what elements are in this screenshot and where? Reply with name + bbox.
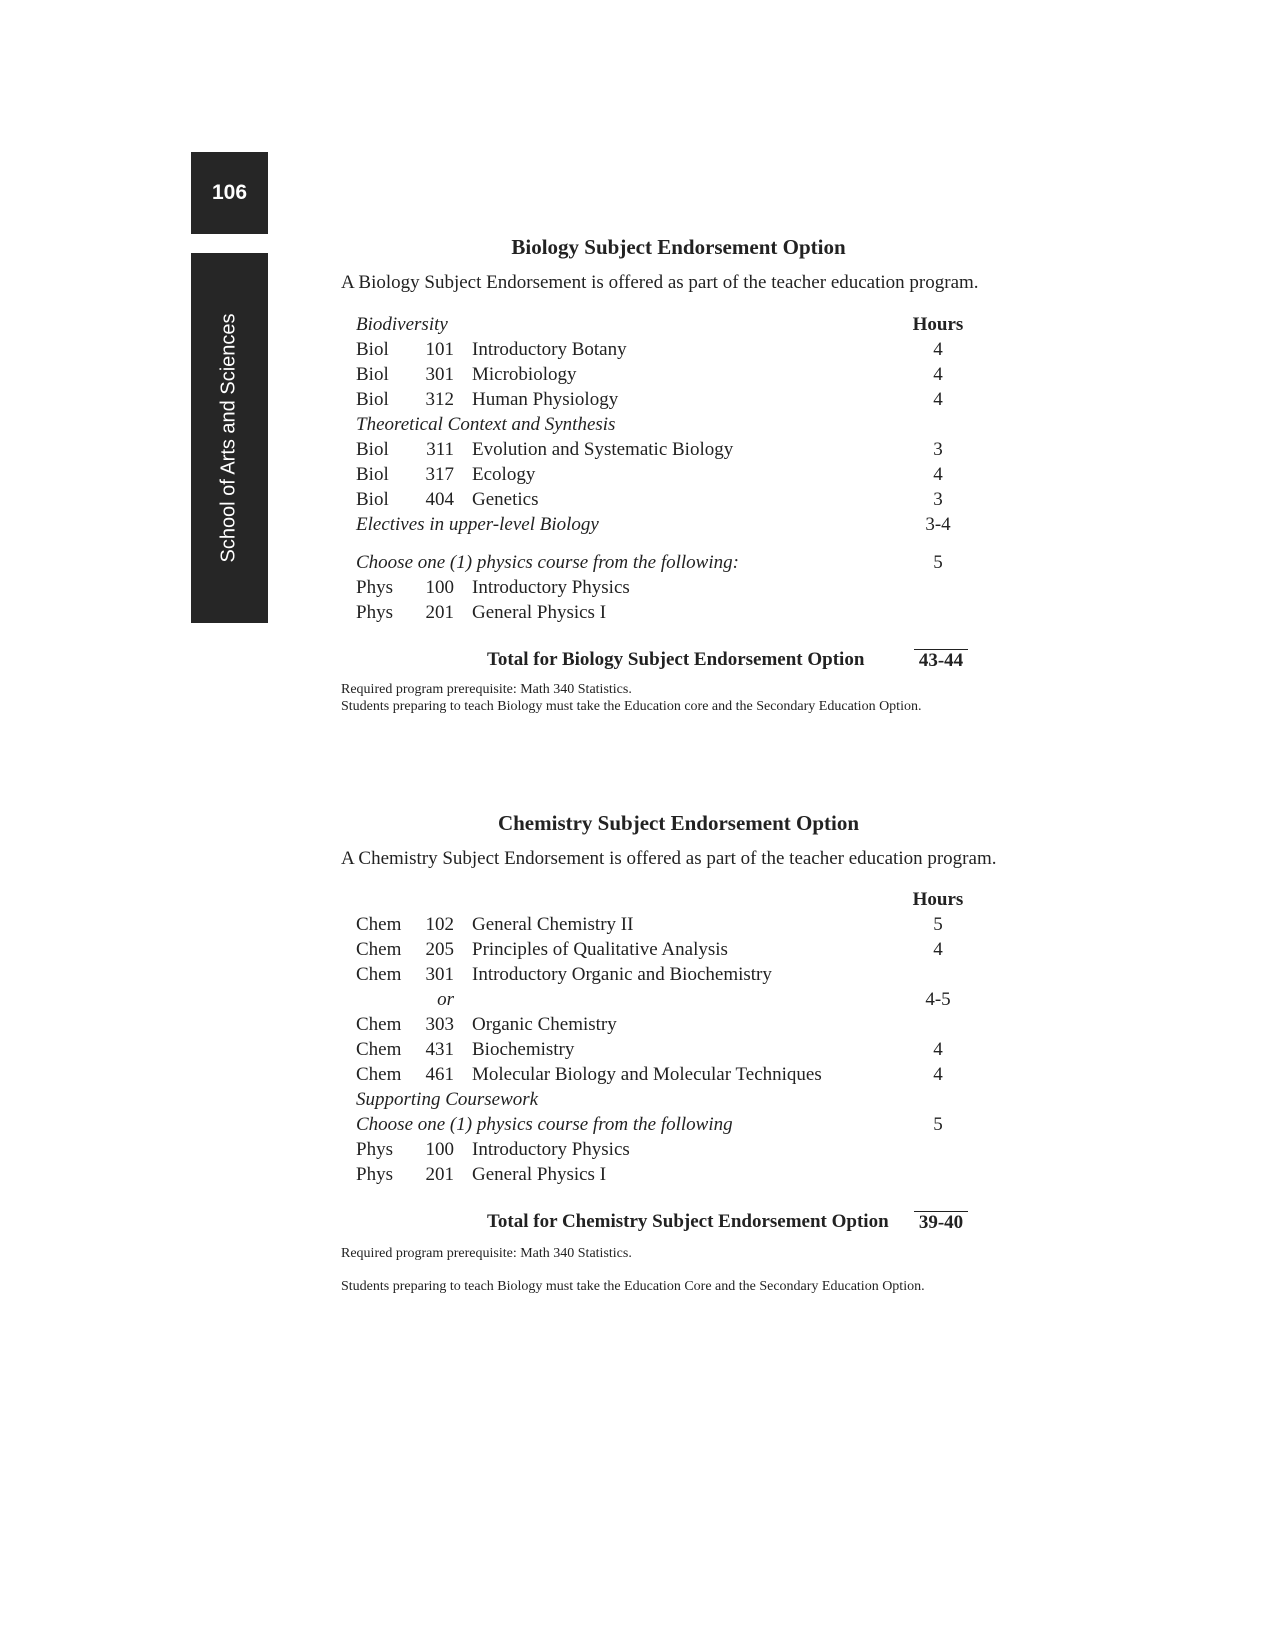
course-row [356, 600, 968, 625]
course-dept: Chem [356, 964, 402, 985]
course-dept: Biol [356, 439, 389, 460]
total-value: 43-44 [914, 649, 968, 672]
electives-row [356, 512, 968, 537]
biology-education-note: Students preparing to teach Biology must take the Education core and the Secondary Education Option. [341, 699, 922, 714]
course-number: 431 [425, 1039, 454, 1060]
course-name: Genetics [472, 489, 539, 510]
course-hours: 4 [933, 464, 943, 485]
course-row [356, 1062, 968, 1087]
course-name: Organic Chemistry [472, 1014, 617, 1035]
course-number: 101 [425, 339, 454, 360]
course-name: Evolution and Systematic Biology [472, 439, 734, 460]
course-name: Principles of Qualitative Analysis [472, 939, 728, 960]
course-number: 404 [425, 489, 454, 510]
course-number: 301 [425, 964, 454, 985]
section-tab [191, 253, 268, 623]
course-row [356, 462, 968, 487]
course-name: Introductory Organic and Biochemistry [472, 964, 772, 985]
course-number: 205 [425, 939, 454, 960]
course-hours: 3 [933, 439, 943, 460]
chemistry-header-row [356, 887, 968, 912]
course-name: General Physics I [472, 602, 607, 623]
course-row [356, 362, 968, 387]
biology-title: Biology Subject Endorsement Option [511, 235, 846, 259]
course-name: Ecology [472, 464, 536, 485]
group-label-theoretical: Theoretical Context and Synthesis [356, 414, 616, 435]
course-number: 303 [425, 1014, 454, 1035]
course-number: 461 [425, 1064, 454, 1085]
electives-hours: 3-4 [925, 514, 951, 535]
course-hours: 5 [933, 914, 943, 935]
chemistry-total-row [356, 1207, 968, 1235]
course-dept: Chem [356, 914, 402, 935]
biology-section [341, 234, 1016, 715]
course-number: 201 [425, 602, 454, 623]
course-row [356, 575, 968, 600]
course-name: General Chemistry II [472, 914, 634, 935]
group-label-row [356, 1087, 968, 1112]
biology-intro: A Biology Subject Endorsement is offered as part of the teacher education program. [341, 272, 979, 293]
course-name: Introductory Physics [472, 577, 630, 598]
course-row [356, 437, 968, 462]
course-row [356, 487, 968, 512]
course-hours: 4 [933, 339, 943, 360]
course-dept: Biol [356, 464, 389, 485]
course-row [356, 1037, 968, 1062]
section-label: School of Arts and Sciences [217, 313, 240, 563]
course-row [356, 1137, 968, 1162]
course-dept: Chem [356, 1039, 402, 1060]
physics-choice-label: Choose one (1) physics course from the following: [356, 552, 739, 573]
course-dept: Biol [356, 339, 389, 360]
course-hours: 4 [933, 1064, 943, 1085]
course-name: Introductory Botany [472, 339, 627, 360]
course-row [356, 912, 968, 937]
course-name: Microbiology [472, 364, 577, 385]
total-value: 39-40 [914, 1211, 968, 1234]
biology-course-list [356, 312, 968, 673]
course-hours: 4 [933, 1039, 943, 1060]
chemistry-course-list [356, 887, 968, 1235]
hours-header: Hours [912, 314, 964, 335]
course-number: 100 [425, 1139, 454, 1160]
course-name: Biochemistry [472, 1039, 575, 1060]
course-hours: 4 [933, 389, 943, 410]
course-dept: Phys [356, 602, 393, 623]
course-name: General Physics I [472, 1164, 607, 1185]
group-label-biodiversity: Biodiversity [356, 314, 448, 335]
course-number: 102 [425, 914, 454, 935]
course-dept: Biol [356, 489, 389, 510]
chemistry-education-note: Students preparing to teach Biology must take the Education Core and the Secondary Education Option. [341, 1279, 925, 1294]
course-dept: Chem [356, 939, 402, 960]
electives-label: Electives in upper-level Biology [356, 514, 599, 535]
course-name: Human Physiology [472, 389, 619, 410]
physics-choice-hours: 5 [933, 552, 943, 573]
course-dept: Phys [356, 577, 393, 598]
course-dept: Chem [356, 1014, 402, 1035]
course-row [356, 1162, 968, 1187]
total-label: Total for Chemistry Subject Endorsement Option [487, 1211, 889, 1232]
physics-choice-hours: 5 [933, 1114, 943, 1135]
biology-header-row [356, 312, 968, 337]
or-hours: 4-5 [925, 989, 951, 1010]
or-row [356, 987, 968, 1012]
physics-choice-row [356, 550, 968, 575]
course-dept: Biol [356, 364, 389, 385]
course-dept: Chem [356, 1064, 402, 1085]
chemistry-intro: A Chemistry Subject Endorsement is offered as part of the teacher education program. [341, 848, 997, 869]
course-row [356, 1012, 968, 1037]
hours-header: Hours [912, 889, 964, 910]
course-number: 100 [425, 577, 454, 598]
course-number: 311 [426, 439, 454, 460]
course-number: 201 [425, 1164, 454, 1185]
course-name: Molecular Biology and Molecular Techniques [472, 1064, 822, 1085]
total-label: Total for Biology Subject Endorsement Option [487, 649, 865, 670]
course-row [356, 937, 968, 962]
chemistry-section [341, 810, 1016, 1295]
supporting-coursework-label: Supporting Coursework [356, 1089, 539, 1110]
course-row [356, 962, 968, 987]
course-hours: 4 [933, 364, 943, 385]
biology-total-row [356, 645, 968, 673]
or-connector: or [437, 989, 454, 1010]
course-dept: Phys [356, 1139, 393, 1160]
physics-choice-row [356, 1112, 968, 1137]
physics-choice-label: Choose one (1) physics course from the following [356, 1114, 733, 1135]
course-number: 312 [425, 389, 454, 410]
chemistry-title: Chemistry Subject Endorsement Option [497, 811, 860, 835]
course-name: Introductory Physics [472, 1139, 630, 1160]
page-number [191, 152, 268, 234]
chemistry-prerequisite-note: Required program prerequisite: Math 340 Statistics. [341, 1246, 632, 1261]
page-number-text: 106 [211, 181, 248, 204]
course-number: 317 [425, 464, 454, 485]
course-hours: 4 [933, 939, 943, 960]
biology-prerequisite-note: Required program prerequisite: Math 340 Statistics. [341, 682, 632, 697]
course-number: 301 [425, 364, 454, 385]
course-row [356, 337, 968, 362]
group-label-row [356, 412, 968, 437]
course-row [356, 387, 968, 412]
course-dept: Phys [356, 1164, 393, 1185]
course-dept: Biol [356, 389, 389, 410]
course-hours: 3 [933, 489, 943, 510]
